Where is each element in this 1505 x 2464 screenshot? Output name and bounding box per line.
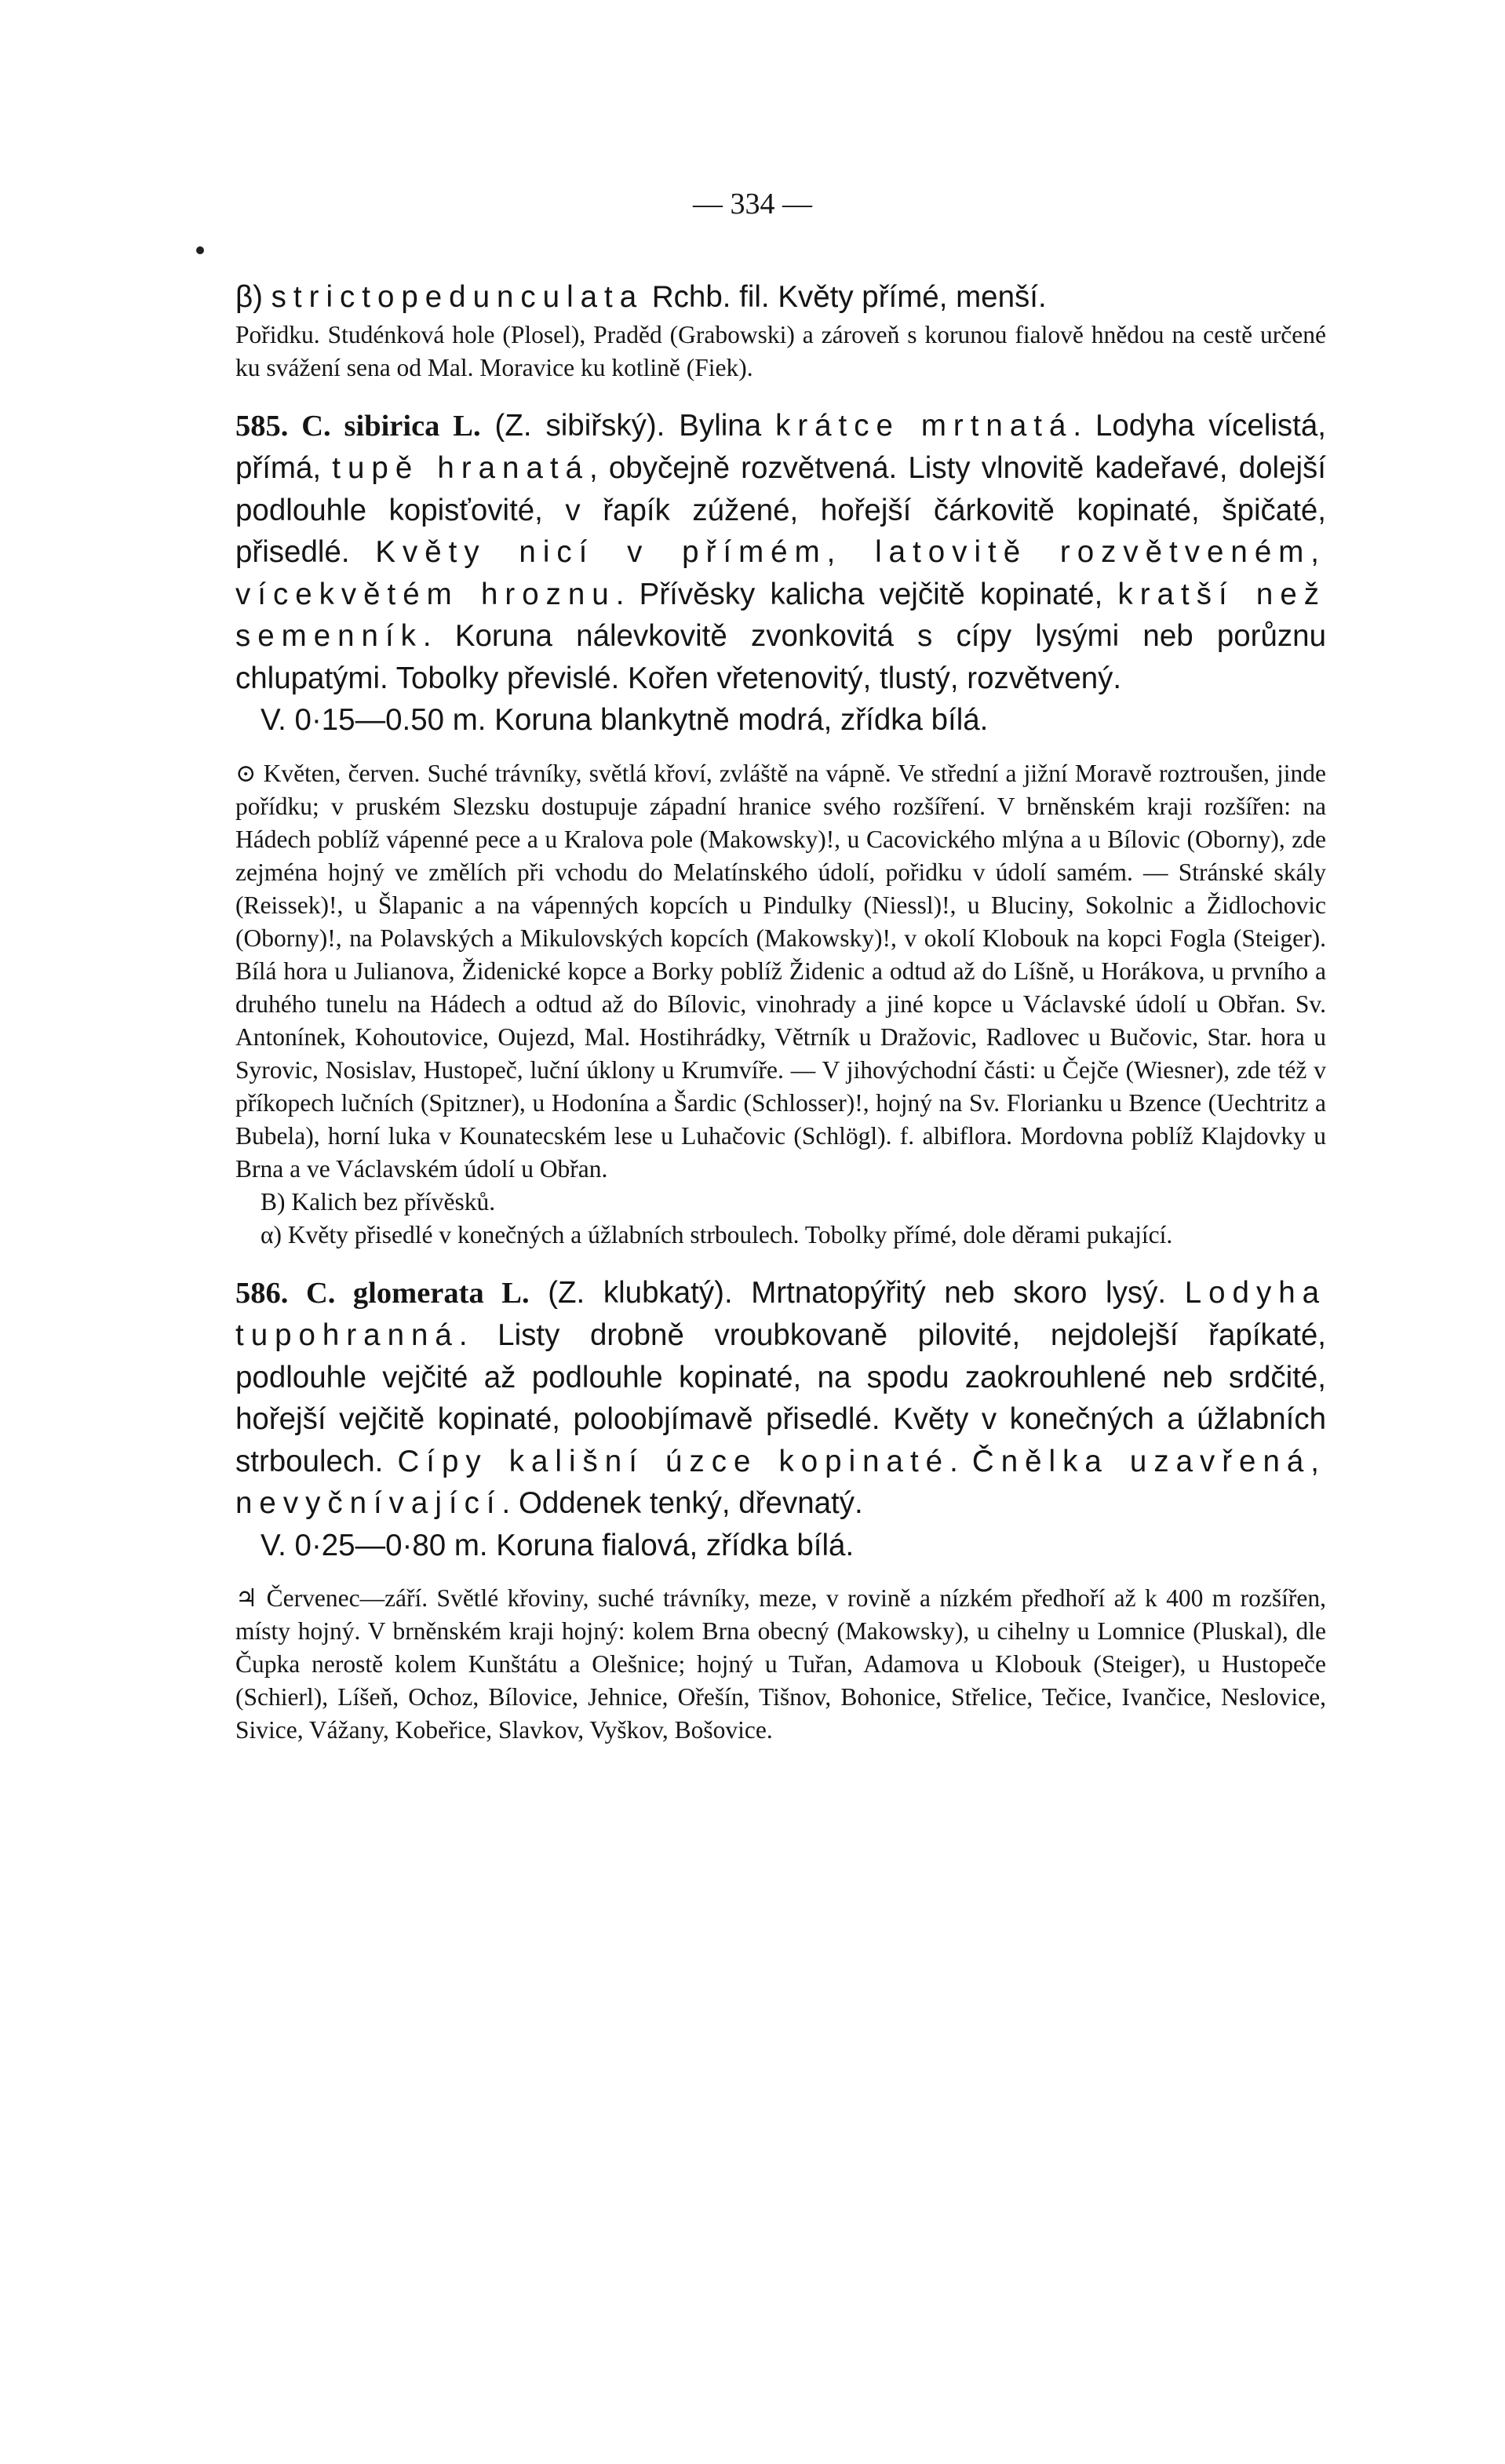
- document-body: [235, 276, 1326, 1747]
- variety-beta-localities: Pořidku. Studénková hole (Plosel), Praděd (Grabowski) a zároveň s korunou fialově hnědou na cestě určené ku svážení sena od Mal. Moravice ku kotlině (Fiek).: [235, 320, 1326, 381]
- species-585: 585. C. sibirica L. (Z. sibiřský). Bylina krátce mrtnatá. Lodyha vícelistá, přímá, tupě hranatá, obyčejně rozvětvená. Listy vlnovitě kadeřavé, dolejší podlouhle kopisťovité, v řapík zúžené, hořejší čárkovitě kopinaté, špičaté, přisedlé. Květy nicí v přímém, latovitě rozvětveném, vícekvětém hroznu. Přívěsky kalicha vejčitě kopinaté, kratší než semenník. Koruna nálevkovitě zvonkovitá s cípy lysými neb porůznu chlupatými. Tobolky převislé. Kořen vřetenovitý, tlustý, rozvětvený.: [235, 408, 1327, 695]
- species-586-localities: ♃ Červenec—září. Světlé křoviny, suché trávníky, meze, v rovině a nízkém předhoří až k 400 m rozšířen, místy hojný. V brněnském kraji hojný: kolem Brna obecný (Makowsky), u cihelny u Lomnice (Pluskal), dle Čupka nerostě kolem Kunštátu a Olešnice; hojný u Tuřan, Adamova u Klobouk (Steiger), u Hustopeče (Schierl), Líšeň, Ochoz, Bílovice, Jehnice, Ořešín, Tišnov, Bohonice, Střelice, Tečice, Ivančice, Neslovice, Sivice, Vážany, Kobeřice, Slavkov, Vyškov, Bošovice.: [235, 1584, 1326, 1744]
- section-b-heading: B) Kalich bez přívěsků.: [261, 1187, 496, 1216]
- species-585-size: V. 0·15—0.50 m. Koruna blankytně modrá, zřídka bílá.: [261, 703, 989, 737]
- page-number: — 334 —: [693, 188, 812, 221]
- margin-dot: [196, 246, 204, 254]
- species-586-size: V. 0·25—0·80 m. Koruna fialová, zřídka bílá.: [261, 1528, 855, 1562]
- section-alpha-heading: α) Květy přisedlé v konečných a úžlabních strboulech. Tobolky přímé, dole děrami pukající.: [261, 1220, 1173, 1248]
- species-585-localities: ⊙ Květen, červen. Suché trávníky, světlá křoví, zvláště na vápně. Ve střední a jižní Moravě roztroušen, jinde pořídku; v pruském Slezsku dostupuje západní hranice svého rozšíření. V brněnském kraji rozšířen: na Hádech poblíž vápenné pece a u Kralova pole (Makowsky)!, u Cacovického mlýna a u Bílovic (Oborny), zde zejména hojný ve změlích při vchodu do Melatínského údolí, pořidku v údolí samém. — Stránské skály (Reissek)!, u Šlapanic a na vápenných kopcích u Pindulky (Niessl)!, u Bluciny, Sokolnic a Židlochovic (Oborny)!, na Polavských a Mikulovských kopcích (Makowsky)!, v okolí Klobouk na kopci Fogla (Steiger). Bílá hora u Julianova, Židenické kopce a Borky poblíž Židenic a odtud až do Líšně, u Horákova, u prvního a druhého tunelu na Hádech a odtud až do Bílovic, vinohrady a jiné kopce u Václavské údolí u Obřan. Sv. Antonínek, Kohoutovice, Oujezd, Mal. Hostihrádky, Větrník u Dražovic, Radlovec u Bučovic, Star. hora u Syrovic, Nosislav, Hustopeč, luční úklony u Krumvíře. — V jihovýchodní části: u Čejče (Wiesner), zde též v příkopech lučních (Spitzner), u Hodonína a Šardic (Schlosser)!, hojný na Sv. Florianku u Bzence (Uechtritz a Bubela), horní luka v Kounatecském lese u Luhačovic (Schlögl). f. albiflora. Mordovna poblíž Klajdovky u Brna a ve Václavském údolí u Obřan.: [235, 759, 1326, 1183]
- variety-beta-heading: β) strictopedunculata Rchb. fil. Květy přímé, menší.: [235, 280, 1047, 314]
- species-586: 586. C. glomerata L. (Z. klubkatý). Mrtnatopýřitý neb skoro lysý. Lodyha tupohranná. Listy drobně vroubkovaně pilovité, nejdolejší řapíkaté, podlouhle vejčité až podlouhle kopinaté, na spodu zaokrouhlené neb srdčité, hořejší vejčitě kopinaté, poloobjímavě přisedlé. Květy v konečných a úžlabních strboulech. Cípy kališní úzce kopinaté. Čnělka uzavřená, nevyčnívající. Oddenek tenký, dřevnatý.: [235, 1275, 1327, 1520]
